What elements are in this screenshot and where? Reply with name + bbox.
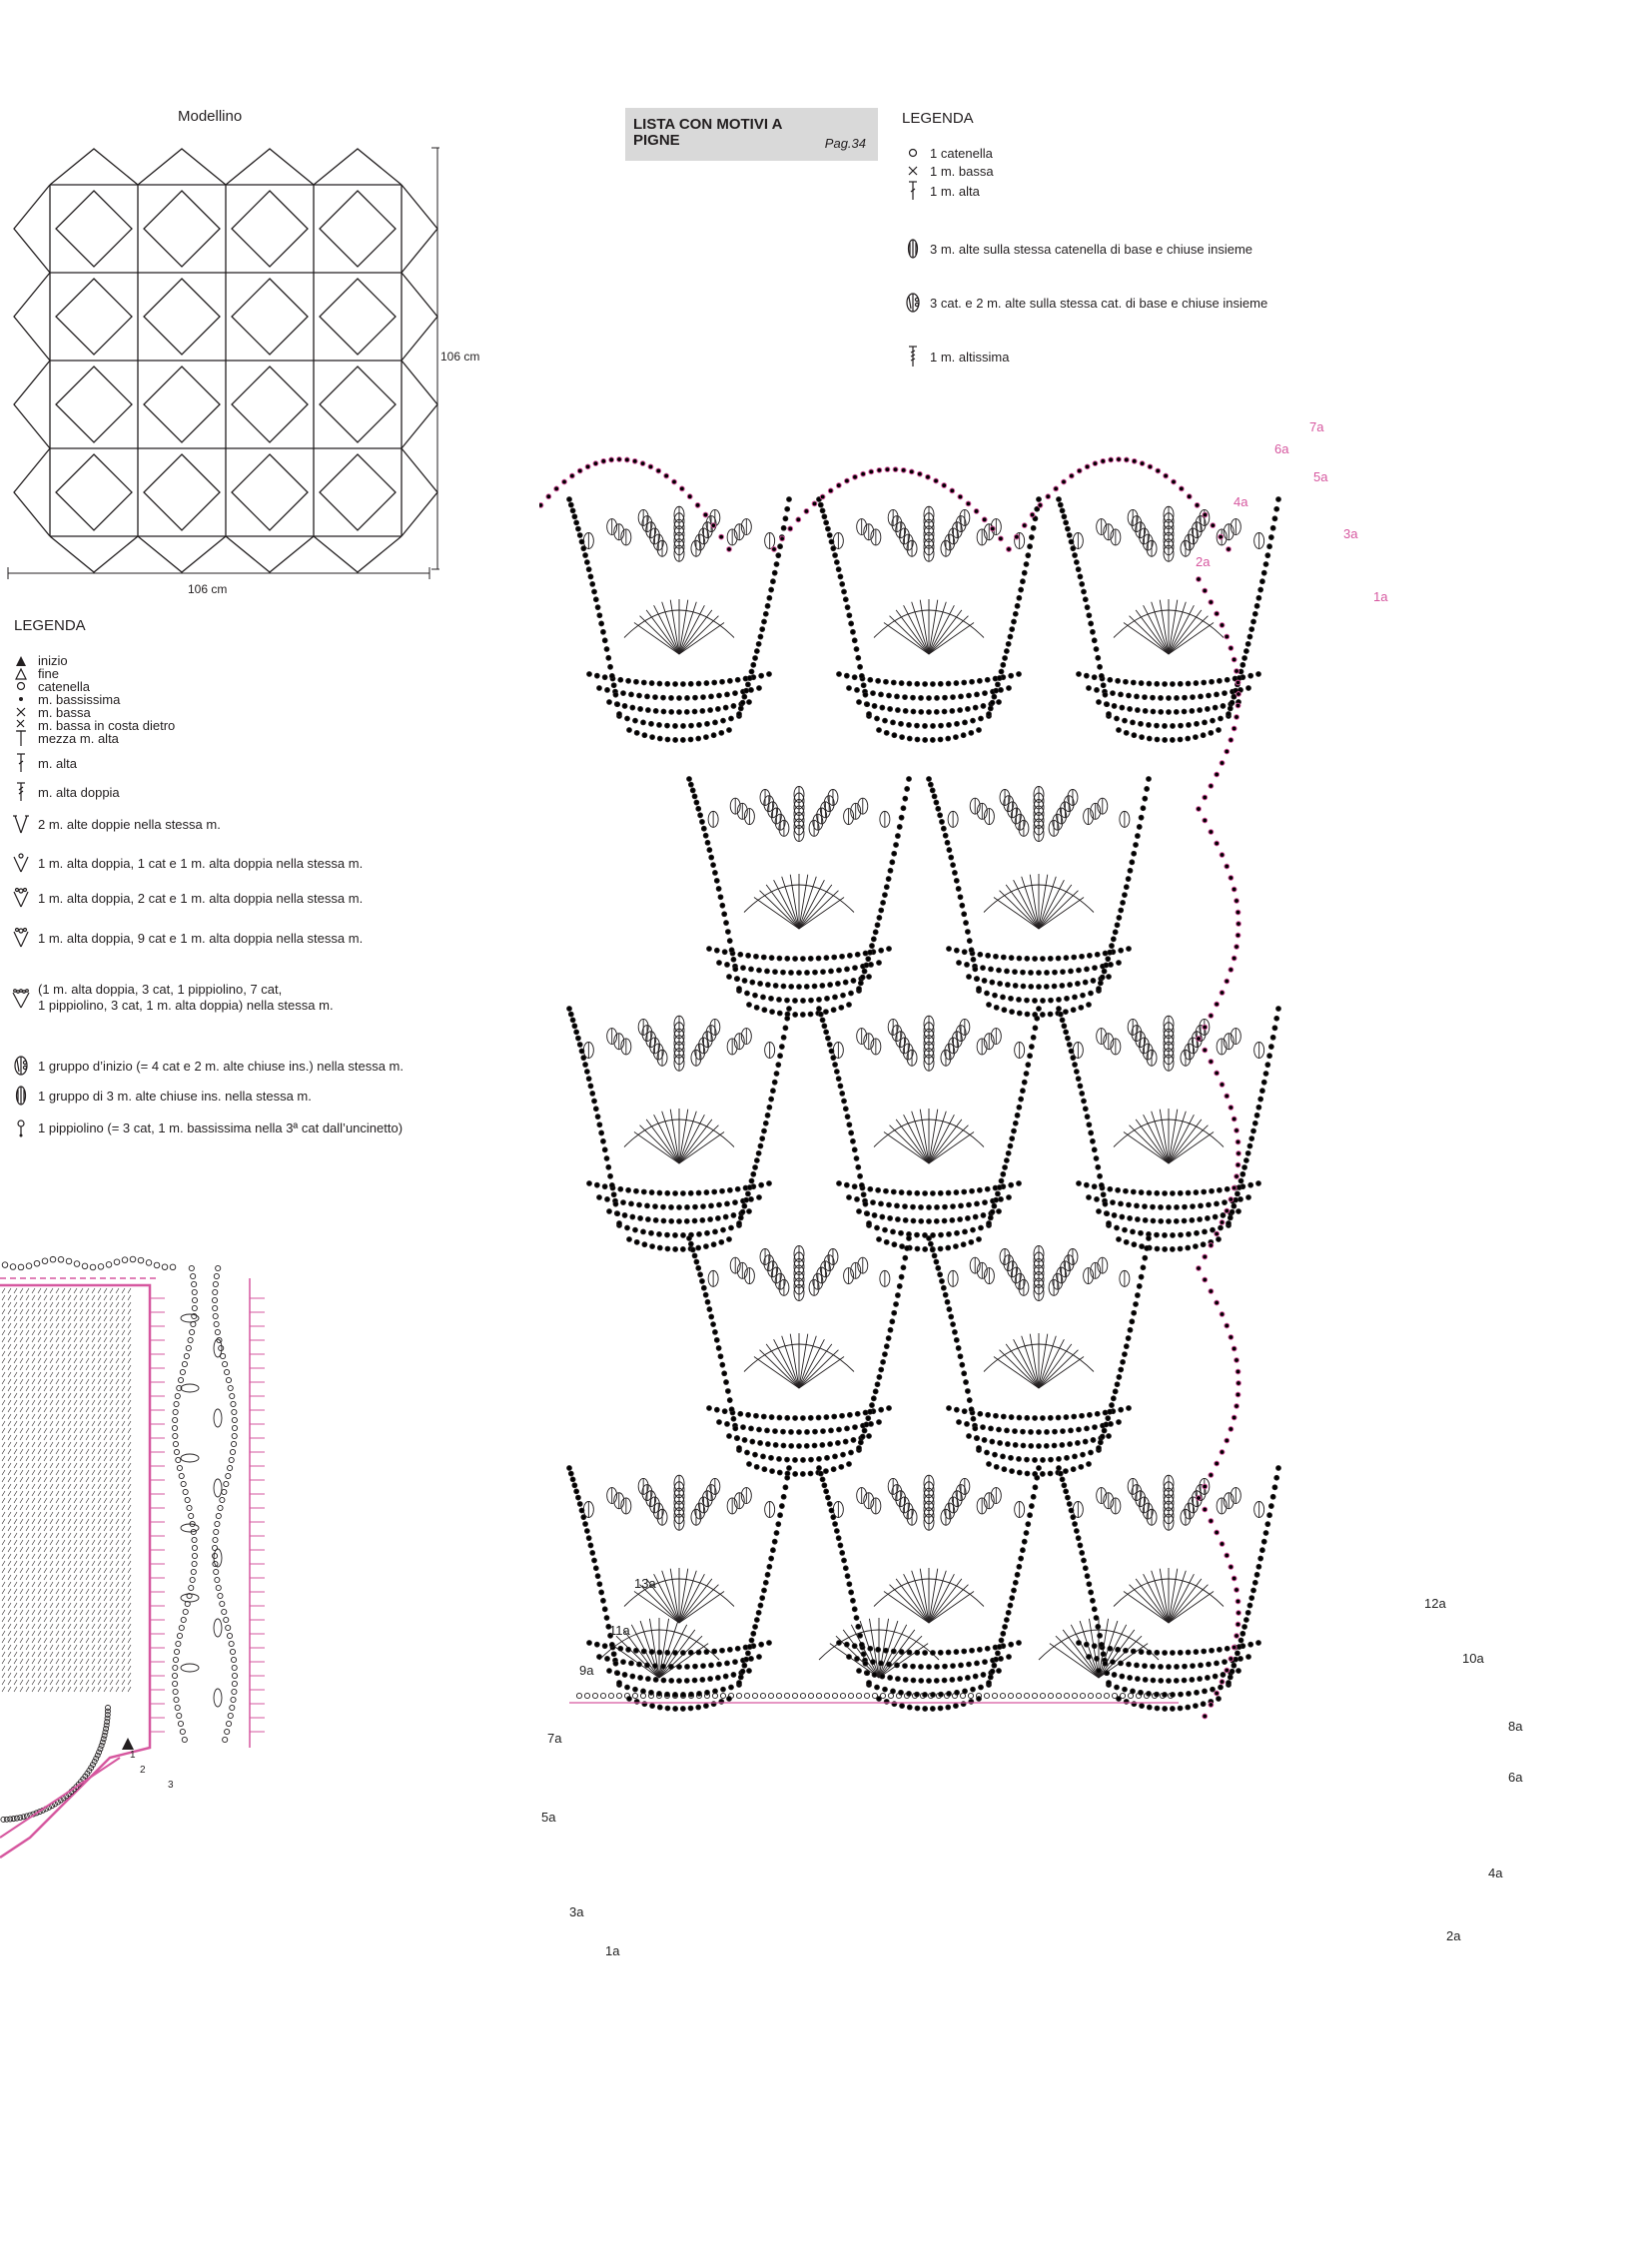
legend-left-item bbox=[10, 1085, 312, 1107]
pineapple-stitch-chart bbox=[539, 379, 1538, 1977]
start-cluster-icon bbox=[10, 1055, 32, 1077]
page-reference: Pag.34 bbox=[824, 136, 866, 151]
legend-left-item-label: 1 m. alta doppia, 1 cat e 1 m. alta doppia nella stessa m. bbox=[38, 855, 364, 871]
row-label: 1a bbox=[1373, 589, 1388, 604]
corner-chart-label: 3 bbox=[168, 1780, 174, 1791]
legend-left-item-label: m. bassa in costa dietro bbox=[38, 717, 176, 733]
row-label: 8a bbox=[1508, 1719, 1523, 1734]
legend-right-item-label: 1 catenella bbox=[930, 145, 993, 161]
legend-left-item-label: 2 m. alte doppie nella stessa m. bbox=[38, 816, 221, 832]
legend-left-item bbox=[10, 752, 77, 774]
v-stitch-2ch-icon bbox=[10, 887, 32, 909]
legend-left-item-label: 1 m. alta doppia, 9 cat e 1 m. alta doppia nella stessa m. bbox=[38, 930, 364, 946]
corner-chart-label: 2 bbox=[140, 1765, 146, 1776]
pattern-header-box bbox=[625, 108, 878, 161]
legend-left-item-label: catenella bbox=[38, 678, 91, 694]
corner-border-chart bbox=[0, 1238, 280, 1877]
row-label: 2a bbox=[1196, 554, 1211, 569]
legend-right-title: LEGENDA bbox=[902, 110, 974, 127]
start-cluster-icon bbox=[902, 292, 924, 314]
corner-chart-label: 1 bbox=[130, 1750, 136, 1761]
row-label: 7a bbox=[1309, 419, 1324, 434]
legend-right-item-label: 1 m. alta bbox=[930, 183, 980, 199]
legend-left-item bbox=[10, 727, 119, 749]
legend-left-item bbox=[10, 927, 363, 949]
double-crochet-icon bbox=[10, 752, 32, 774]
legend-left-item-label: 1 gruppo di 3 m. alte chiuse ins. nella stessa m. bbox=[38, 1088, 312, 1104]
double-crochet-icon bbox=[902, 180, 924, 202]
legend-right-item bbox=[902, 292, 1267, 314]
row-label: 5a bbox=[541, 1810, 556, 1825]
row-label: 6a bbox=[1274, 441, 1289, 456]
modellino-diagram bbox=[0, 140, 439, 579]
two-treble-v-icon bbox=[10, 813, 32, 835]
dimension-width-label: 106 cm bbox=[188, 582, 228, 596]
treble-crochet-icon bbox=[10, 781, 32, 803]
legend-left-item-label: m. alta doppia bbox=[38, 784, 120, 800]
row-label: 12a bbox=[1424, 1596, 1446, 1611]
row-label: 10a bbox=[1462, 1651, 1484, 1666]
x-icon bbox=[902, 160, 924, 182]
legend-left-item-label: m. bassissima bbox=[38, 691, 121, 707]
legend-left-item-label: fine bbox=[38, 665, 59, 681]
legend-left-item-label: 1 pippiolino (= 3 cat, 1 m. bassissima nella 3ª cat dall’uncinetto) bbox=[38, 1120, 404, 1135]
row-label: 13a bbox=[634, 1576, 656, 1591]
legend-right-item bbox=[902, 238, 1252, 260]
row-label: 4a bbox=[1234, 494, 1248, 509]
legend-left-item bbox=[10, 887, 363, 909]
legend-right-item-label: 1 m. altissima bbox=[930, 349, 1010, 365]
legend-left-item bbox=[10, 1055, 404, 1077]
row-label: 9a bbox=[579, 1663, 594, 1678]
modellino-title: Modellino bbox=[178, 108, 243, 125]
legend-left-item-label: m. alta bbox=[38, 755, 78, 771]
row-label: 4a bbox=[1488, 1866, 1503, 1880]
legend-left-item-label: m. bassa bbox=[38, 704, 91, 720]
cluster-3dc-icon bbox=[902, 238, 924, 260]
v-stitch-1ch-icon bbox=[10, 852, 32, 874]
row-label: 3a bbox=[1343, 526, 1358, 541]
row-label: 7a bbox=[547, 1731, 562, 1746]
legend-left-item-label: mezza m. alta bbox=[38, 730, 119, 746]
legend-left-title: LEGENDA bbox=[14, 617, 86, 634]
picot-icon bbox=[10, 1117, 32, 1138]
row-label: 2a bbox=[1446, 1928, 1461, 1943]
legend-right-item bbox=[902, 346, 1009, 368]
v-stitch-9ch-icon bbox=[10, 927, 32, 949]
legend-right-item-label: 3 m. alte sulla stessa catenella di base e chiuse insieme bbox=[930, 241, 1253, 257]
picot-v-icon bbox=[10, 987, 32, 1009]
legend-left-item-label: (1 m. alta doppia, 3 cat, 1 pippiolino, 7 cat, 1 pippiolino, 3 cat, 1 m. alta doppia) nella stessa m. bbox=[38, 982, 334, 1013]
legend-left-item bbox=[10, 813, 221, 835]
legend-left-item bbox=[10, 982, 334, 1014]
legend-left-item-label: 1 gruppo d’inizio (= 4 cat e 2 m. alte chiuse ins.) nella stessa m. bbox=[38, 1058, 404, 1074]
legend-left-item bbox=[10, 1117, 403, 1138]
triple-treble-icon bbox=[902, 346, 924, 368]
legend-right-item-label: 1 m. bassa bbox=[930, 163, 994, 179]
legend-left-item-label: inizio bbox=[38, 652, 68, 668]
legend-left-item bbox=[10, 781, 120, 803]
pattern-title: LISTA CON MOTIVI A PIGNE bbox=[633, 116, 782, 149]
legend-right-item-label: 3 cat. e 2 m. alte sulla stessa cat. di base e chiuse insieme bbox=[930, 295, 1268, 311]
legend-left-item bbox=[10, 852, 363, 874]
row-label: 6a bbox=[1508, 1770, 1523, 1785]
legend-right-item bbox=[902, 160, 994, 182]
dimension-height-label: 106 cm bbox=[440, 350, 480, 364]
row-label: 3a bbox=[569, 1904, 584, 1919]
cluster-3dc-icon bbox=[10, 1085, 32, 1107]
row-label: 11a bbox=[609, 1623, 630, 1638]
row-label: 5a bbox=[1313, 469, 1328, 484]
half-double-crochet-icon bbox=[10, 727, 32, 749]
legend-left-item-label: 1 m. alta doppia, 2 cat e 1 m. alta doppia nella stessa m. bbox=[38, 890, 364, 906]
row-label: 1a bbox=[605, 1943, 620, 1958]
legend-right-item bbox=[902, 180, 980, 202]
